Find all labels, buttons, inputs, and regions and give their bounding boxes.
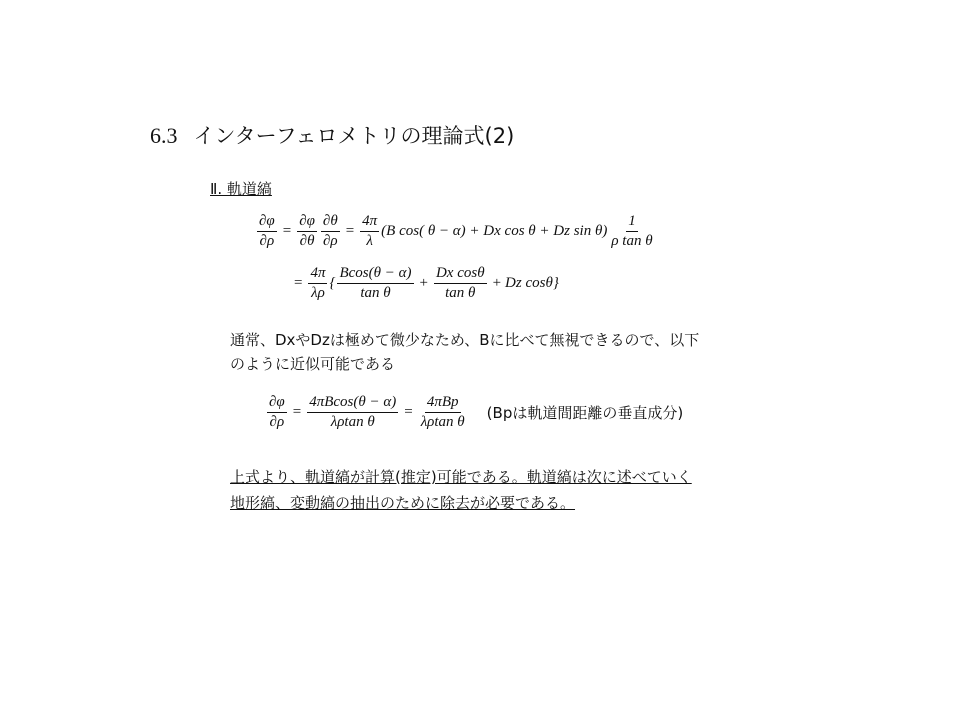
eq2-t1-den: λρ [311, 285, 325, 301]
approximation-paragraph [230, 328, 770, 376]
bp-note: (Bpは軌道間距離の垂直成分) [486, 404, 684, 422]
section-heading: Ⅱ. 軌道縞 [210, 180, 272, 198]
eq1-term1 [297, 213, 317, 250]
eq3-lhs-den: ∂ρ [269, 414, 285, 430]
eq1-t3-den: λ [366, 233, 373, 249]
equals-sign: = [404, 404, 413, 420]
eq2-t3-den: tan θ [445, 285, 476, 301]
eq3-t2-num: 4πBp [425, 394, 461, 413]
equals-sign: = [282, 223, 292, 239]
eq2-t1-num: 4π [308, 265, 327, 284]
eq1-lhs-den: ∂ρ [259, 233, 275, 249]
equals-sign: = [345, 223, 355, 239]
conclusion-paragraph [230, 464, 770, 516]
eq1-t3-num: 4π [360, 213, 379, 232]
eq3-lhs-num: ∂φ [267, 394, 287, 413]
eq3-t1-den: λρtan θ [330, 414, 375, 430]
eq1-t4-den: ρ tan θ [611, 233, 653, 249]
eq3-t1-num: 4πBcos(θ − α) [307, 394, 398, 413]
equation-1 [255, 213, 657, 250]
title-text: インターフェロメトリの理論式(2) [193, 124, 515, 148]
eq1-term2 [321, 213, 340, 250]
section-number: 6.3 [150, 123, 178, 148]
paragraph1-line2: のように近似可能である [230, 355, 396, 373]
paragraph2-line2: 地形縞、変動縞の抽出のために除去が必要である。 [230, 494, 576, 512]
eq1-t1-den: ∂θ [299, 233, 315, 249]
eq3-t2-den: λρtan θ [420, 414, 465, 430]
equation-3 [265, 394, 683, 431]
eq1-body: (B cos( θ − α) + Dx cos θ + Dz sin θ) [381, 223, 608, 239]
eq3-lhs [267, 394, 287, 431]
plus-sign: + [419, 275, 428, 291]
eq2-term1 [308, 265, 327, 302]
eq1-lhs-num: ∂φ [257, 213, 277, 232]
eq1-t1-num: ∂φ [297, 213, 317, 232]
eq1-lhs [257, 213, 277, 250]
eq2-t3-num: Dx cosθ [434, 265, 487, 284]
paragraph2-line1: 上式より、軌道縞が計算(推定)可能である。軌道縞は次に述べていく [230, 468, 692, 486]
eq3-term1 [307, 394, 398, 431]
eq2-term3 [434, 265, 487, 302]
eq1-term4 [609, 213, 654, 250]
equals-sign: = [292, 404, 302, 420]
eq2-term2 [337, 265, 413, 302]
paragraph1-line1: 通常、DxやDzは極めて微少なため、Bに比べて無視できるので、以下 [230, 331, 700, 349]
eq2-brace-open: { [329, 275, 336, 291]
equals-sign: = [294, 275, 303, 291]
eq2-tail: Dz cosθ} [505, 275, 559, 291]
eq1-term3 [360, 213, 379, 250]
equation-2 [290, 265, 559, 302]
eq1-t2-den: ∂ρ [322, 233, 338, 249]
eq2-t2-den: tan θ [360, 285, 391, 301]
eq1-t2-num: ∂θ [321, 213, 340, 232]
eq1-t4-num: 1 [626, 213, 638, 232]
eq2-t2-num: Bcos(θ − α) [337, 265, 413, 284]
slide-title [150, 120, 514, 150]
plus-sign: + [492, 275, 502, 291]
eq3-term2 [419, 394, 467, 431]
